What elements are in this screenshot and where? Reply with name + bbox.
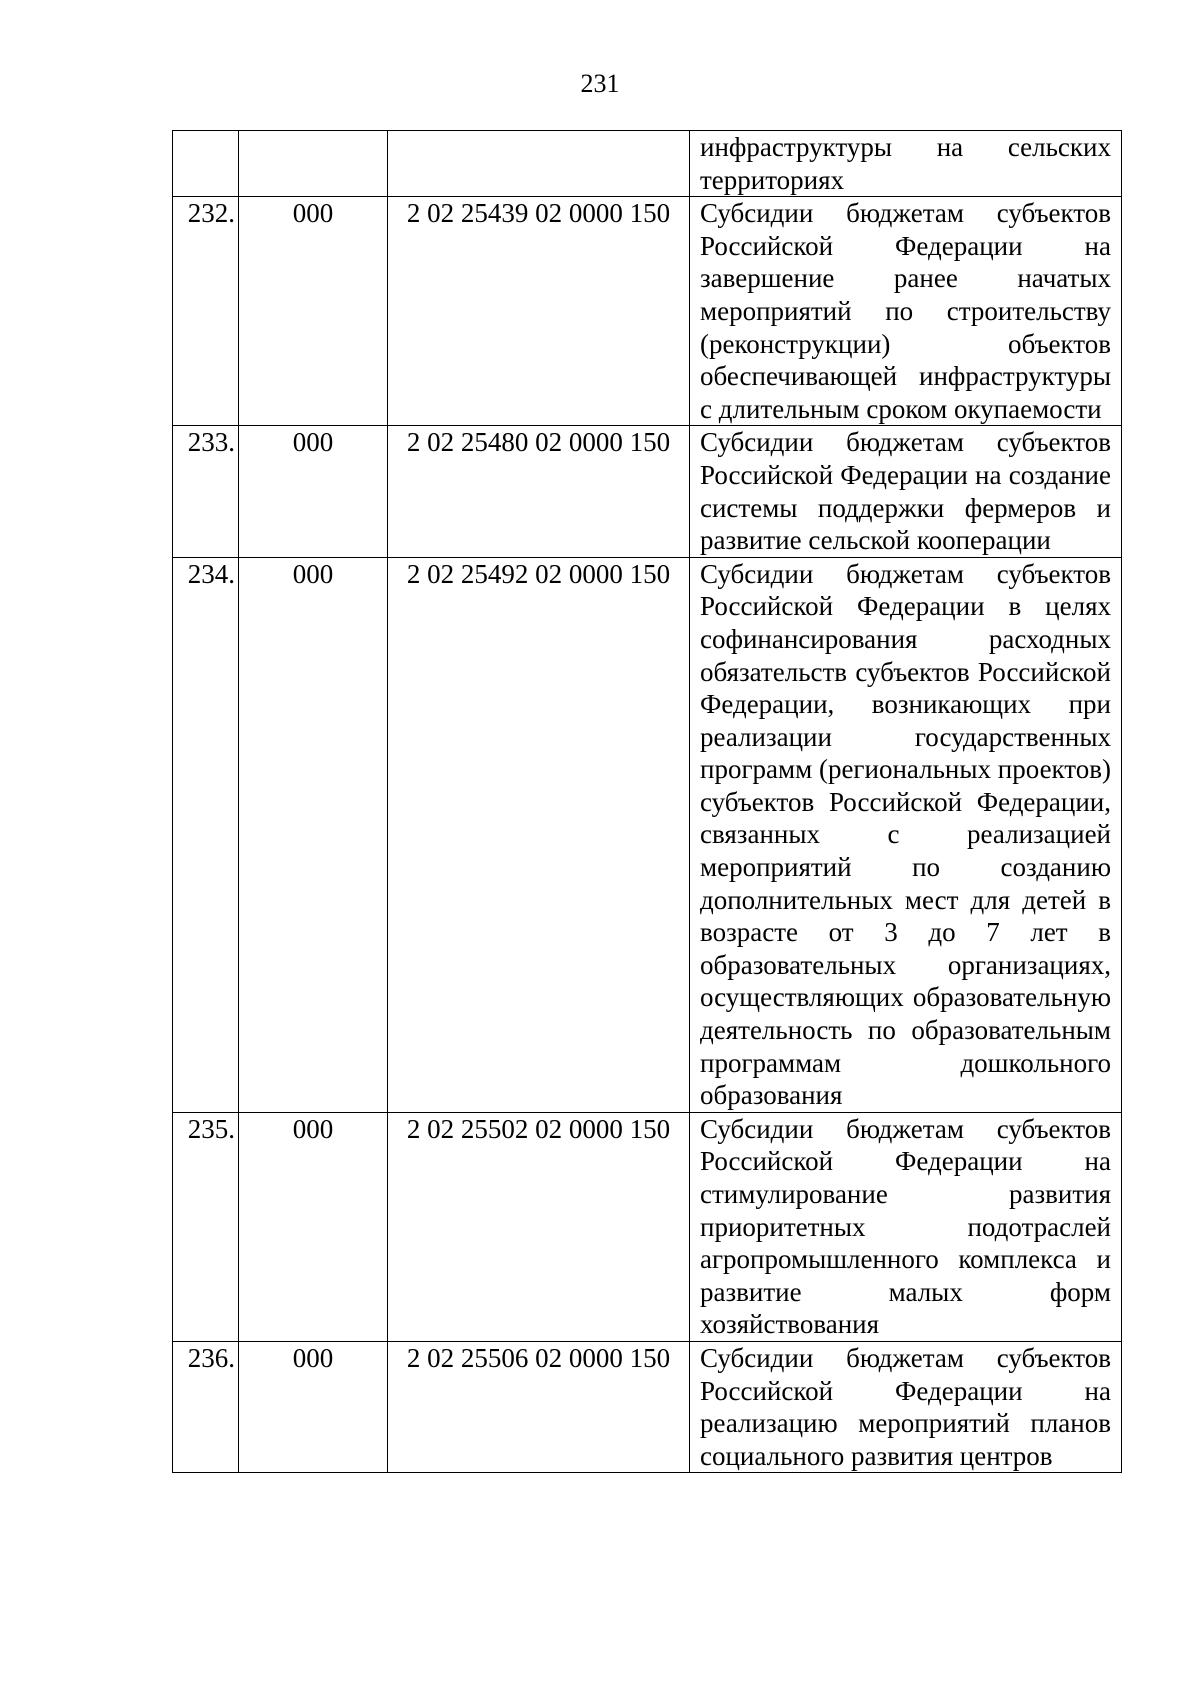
row-number: 236. [173,1341,239,1472]
income-name: Субсидии бюджетам субъектов Российской Федерации в целях софинансирования расходных обязательств субъектов Российской Федерации, возникающих при реализации государственных программ (региональных проектов) субъектов Российской Федерации, связанных с реализацией мероприятий по созданию дополнительных мест для детей в возрасте от 3 до 7 лет в образовательных организациях, осуществляющих образовательную деятельность по образовательным программам дошкольного образования [700,558,1111,1111]
income-name: инфраструктуры на сельских территориях [700,132,1111,195]
income-name: Субсидии бюджетам субъектов Российской Федерации на завершение ранее начатых мероприятий по строительству (реконструкции) объектов обеспечивающей инфраструктуры с длительным сроком окупаемости [700,198,1111,424]
table-row [173,557,1122,1112]
income-name-cell [690,426,1122,557]
income-code: 2 02 25492 02 0000 150 [388,557,690,1112]
row-number: 235. [173,1112,239,1341]
income-code: 2 02 25502 02 0000 150 [388,1112,690,1341]
income-name: Субсидии бюджетам субъектов Российской Федерации на создание системы поддержки фермеров и развитие сельской кооперации [700,427,1111,556]
row-number: 232. [173,197,239,426]
income-code: 2 02 25480 02 0000 150 [388,426,690,557]
income-name-cell [690,1112,1122,1341]
admin-code: 000 [239,197,388,426]
income-name-cell [690,197,1122,426]
income-name-cell [690,1341,1122,1472]
income-name-cell [690,557,1122,1112]
table-row [173,426,1122,557]
row-number: 233. [173,426,239,557]
admin-code: 000 [239,426,388,557]
income-name: Субсидии бюджетам субъектов Российской Федерации на реализацию мероприятий планов социального развития центров [700,1342,1111,1471]
table-row [173,131,1122,197]
admin-code: 000 [239,1341,388,1472]
income-code: 2 02 25439 02 0000 150 [388,197,690,426]
table-row [173,197,1122,426]
row-number: 234. [173,557,239,1112]
income-code [388,131,690,197]
row-number [173,131,239,197]
income-name-cell [690,131,1122,197]
admin-code: 000 [239,1112,388,1341]
page-number: 231 [580,69,620,98]
admin-code: 000 [239,557,388,1112]
table-row [173,1112,1122,1341]
income-name: Субсидии бюджетам субъектов Российской Федерации на стимулирование развития приоритетных подотраслей агропромышленного комплекса и развитие малых форм хозяйствования [700,1113,1111,1340]
admin-code [239,131,388,197]
table-row [173,1341,1122,1472]
income-codes-table [172,130,1122,1473]
income-code: 2 02 25506 02 0000 150 [388,1341,690,1472]
